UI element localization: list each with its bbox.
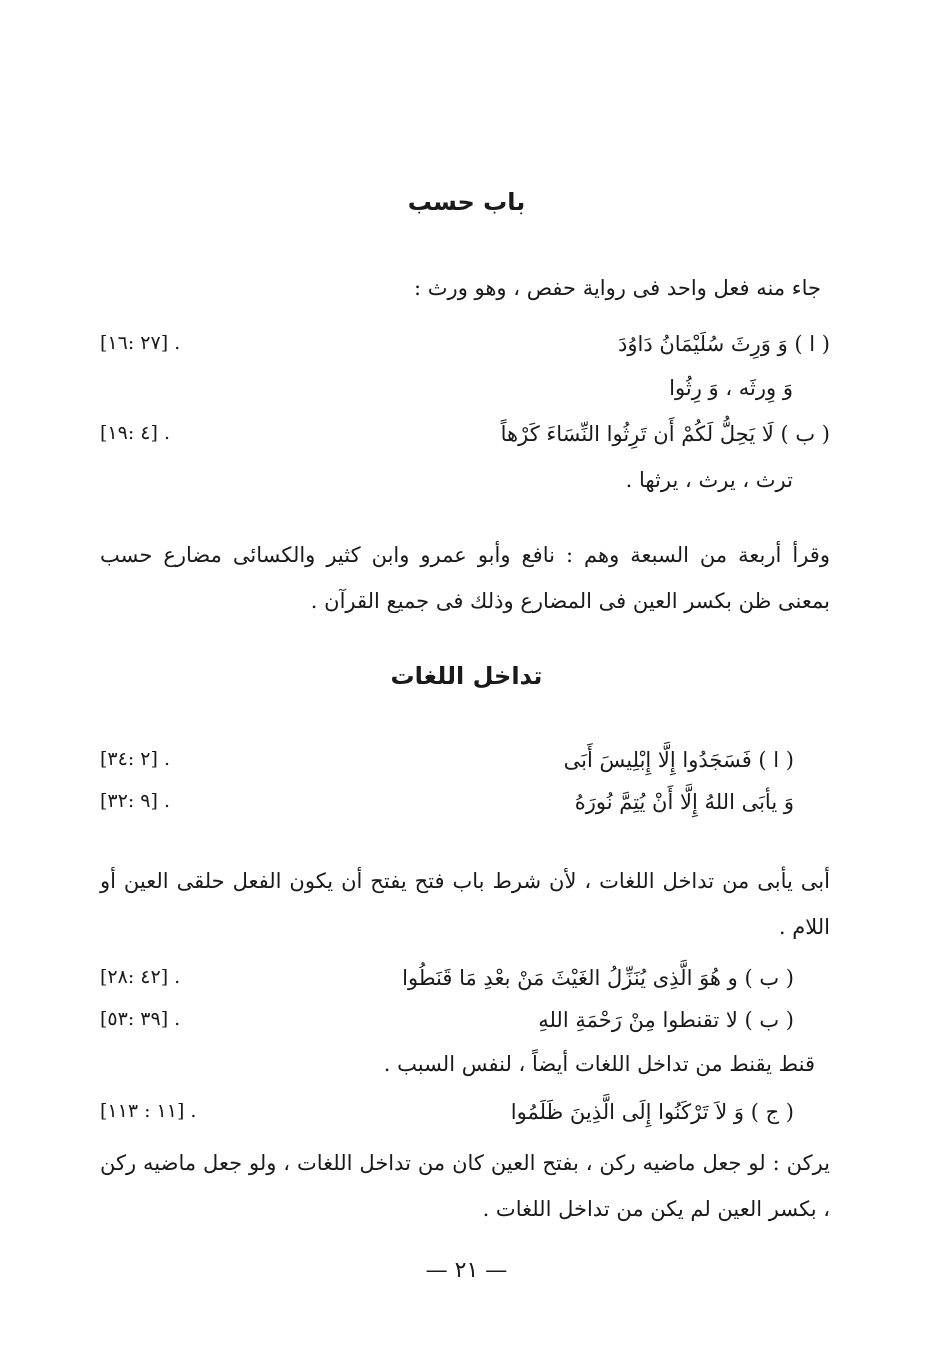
verse-reference: . [٣٩ :٥٣]	[100, 1008, 181, 1030]
verse-row-a	[100, 332, 830, 372]
verse-row-c	[100, 1100, 830, 1140]
note-qanata: قنط يقنط من تداخل اللغات أيضاً ، لنفس السبب .	[383, 1052, 815, 1076]
verse-reference: . [٤ :١٩]	[100, 422, 171, 444]
verse-text: ( ا ) فَسَجَدُوا إِلَّا إِبْلِيسَ أَبَى	[563, 748, 794, 772]
verse-reference: . [٢ :٣٤]	[100, 748, 171, 770]
verse-row-b	[100, 422, 830, 462]
verse-row-b2	[100, 1008, 830, 1048]
verse-row-a2	[100, 790, 830, 830]
verse-text: ( ا ) وَ وَرِثَ سُلَيْمَانُ دَاوُدَ	[618, 332, 830, 356]
verse-row-b1	[100, 966, 830, 1006]
verse-reference: . [٢٧ :١٦]	[100, 332, 181, 354]
paragraph-qiraat: وقرأ أربعة من السبعة وهم : نافع وأبو عمرو وابن كثير والكسائى مضارع حسب بمعنى ظن بكسر العين فى المضارع وذلك فى جميع القرآن .	[100, 543, 830, 613]
verse-row-a1	[100, 748, 830, 788]
verse-reference: . [٩ :٣٢]	[100, 790, 171, 812]
intro-line: جاء منه فعل واحد فى رواية حفص ، وهو ورث :	[414, 276, 821, 300]
section-title-bab-hasib: باب حسب	[407, 188, 526, 216]
verse-note-line: ترث ، يرث ، يرثها .	[625, 468, 793, 492]
verse-text: وَ يأبَى اللهُ إِلَّا أَنْ يُتِمَّ نُورَهُ	[574, 790, 794, 814]
paragraph-yarkan: يركن : لو جعل ماضيه ركن ، بفتح العين كان من تداخل اللغات ، ولو جعل ماضيه ركن ، بكسر العين لم يكن من تداخل اللغات .	[100, 1151, 830, 1221]
verse-reference: . [٤٢ :٢٨]	[100, 966, 181, 988]
verse-reference: . [١١ : ١١٣]	[100, 1100, 197, 1122]
verse-note-line: وَ وِرثَه ، وَ رِثُوا	[669, 376, 793, 400]
page-number: — ٢١ —	[425, 1258, 508, 1283]
verse-text: ( ب ) و هُوَ الَّذِى يُنَزِّلُ الغَيْثَ مَنْ بعْدِ مَا قَنَطُوا	[402, 966, 794, 990]
verse-text: ( ب ) لا تقنطوا مِنْ رَحْمَةِ اللهِ	[538, 1008, 794, 1032]
verse-text: ( ب ) لَا يَحِلُّ لَكُمْ أَن تَرِثُوا النِّسَاءَ كَرْهاً	[500, 422, 830, 446]
verse-text: ( ج ) وَ لاَ تَرْكَنُوا إِلَى الَّذِينَ ظَلَمُوا	[510, 1100, 794, 1124]
section-title-tadakhul: تداخل اللغات	[390, 662, 543, 690]
paragraph-aba: أبى يأبى من تداخل اللغات ، لأن شرط باب فتح يفتح أن يكون الفعل حلقى العين أو اللام .	[100, 869, 830, 939]
